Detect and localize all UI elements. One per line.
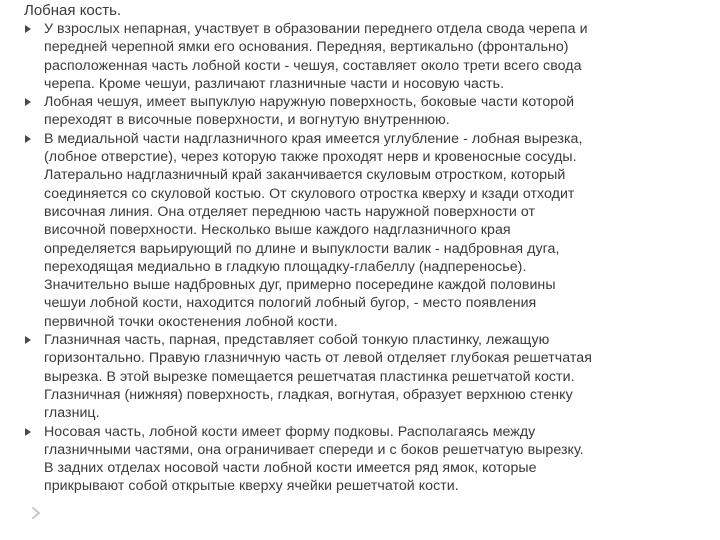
bullet-line: В медиальной части надглазничного края имеется углубление - лобная вырезка, <box>44 130 583 147</box>
triangle-right-icon <box>25 428 31 436</box>
triangle-right-icon <box>25 25 31 33</box>
bullet-item <box>24 93 700 130</box>
bullet-line: Глазничная (нижняя) поверхность, гладкая, вогнутая, образует верхнюю стенку <box>44 386 573 403</box>
bullet-line: чешуи лобной кости, находится пологий лобный бугор, - место появления <box>44 295 537 312</box>
bullet-line: височной поверхности. Несколько выше каждого надглазничного края <box>44 222 511 239</box>
bullet-line: черепа. Кроме чешуи, различают глазничные части и носовую часть. <box>44 75 505 92</box>
bullet-line: соединяется со скуловой костью. От скулового отростка кверху и кзади отходит <box>44 185 575 202</box>
bullet-item <box>24 130 700 331</box>
triangle-right-icon <box>25 336 31 344</box>
triangle-right-icon <box>25 135 31 143</box>
triangle-right-icon <box>25 98 31 106</box>
bullet-line: переходят в височные поверхности, и вогнутую внутреннюю. <box>44 112 450 129</box>
bullet-list <box>24 20 700 496</box>
bullet-line: Латерально надглазничный край заканчивается скуловым отростком, который <box>44 167 566 184</box>
bullet-line: Значительно выше надбровных дуг, примерно посередине каждой половины <box>44 277 556 294</box>
bullet-item <box>24 423 700 496</box>
bullet-line: расположенная часть лобной кости - чешуя, составляет около трети всего свода <box>44 57 582 74</box>
bullet-line: (лобное отверстие), через которую также проходят нерв и кровеносные сосуды. <box>44 149 577 166</box>
bullet-line: В задних отделах носовой части лобной кости имеется ряд ямок, которые <box>44 460 537 477</box>
bullet-line: прикрывают собой открытые кверху ячейки решетчатой кости. <box>44 478 459 495</box>
bullet-line: определяется варьирующий по длине и выпуклости валик - надбровная дуга, <box>44 240 560 257</box>
bullet-line: переходящая медиально в гладкую площадку-глабеллу (надпереносье). <box>44 258 527 275</box>
bullet-line: Носовая часть, лобной кости имеет форму подковы. Располагаясь между <box>44 423 536 440</box>
bullet-line: Глазничная часть, парная, представляет собой тонкую пластинку, лежащую <box>44 332 550 349</box>
slide-title: Лобная кость. <box>24 2 122 19</box>
bullet-line: Лобная чешуя, имеет выпуклую наружную поверхность, боковые части которой <box>44 94 575 111</box>
chevron-right-icon[interactable] <box>30 506 42 520</box>
bullet-line: глазниц. <box>44 405 100 422</box>
bullet-line: первичной точки окостенения лобной кости. <box>44 313 338 330</box>
bullet-item <box>24 20 700 93</box>
bullet-line: передней черепной ямки его основания. Передняя, вертикально (фронтально) <box>44 39 569 56</box>
bullet-line: глазничными частями, она ограничивает спереди и с боков решетчатую вырезку. <box>44 441 584 458</box>
bullet-item <box>24 331 700 422</box>
bullet-line: У взрослых непарная, участвует в образовании переднего отдела свода черепа и <box>44 21 588 37</box>
bullet-line: вырезка. В этой вырезке помещается решетчатая пластинка решетчатой кости. <box>44 368 575 385</box>
bullet-line: горизонтально. Правую глазничную часть от левой отделяет глубокая решетчатая <box>44 350 592 367</box>
bullet-line: височная линия. Она отделяет переднюю часть наружной поверхности от <box>44 203 536 220</box>
